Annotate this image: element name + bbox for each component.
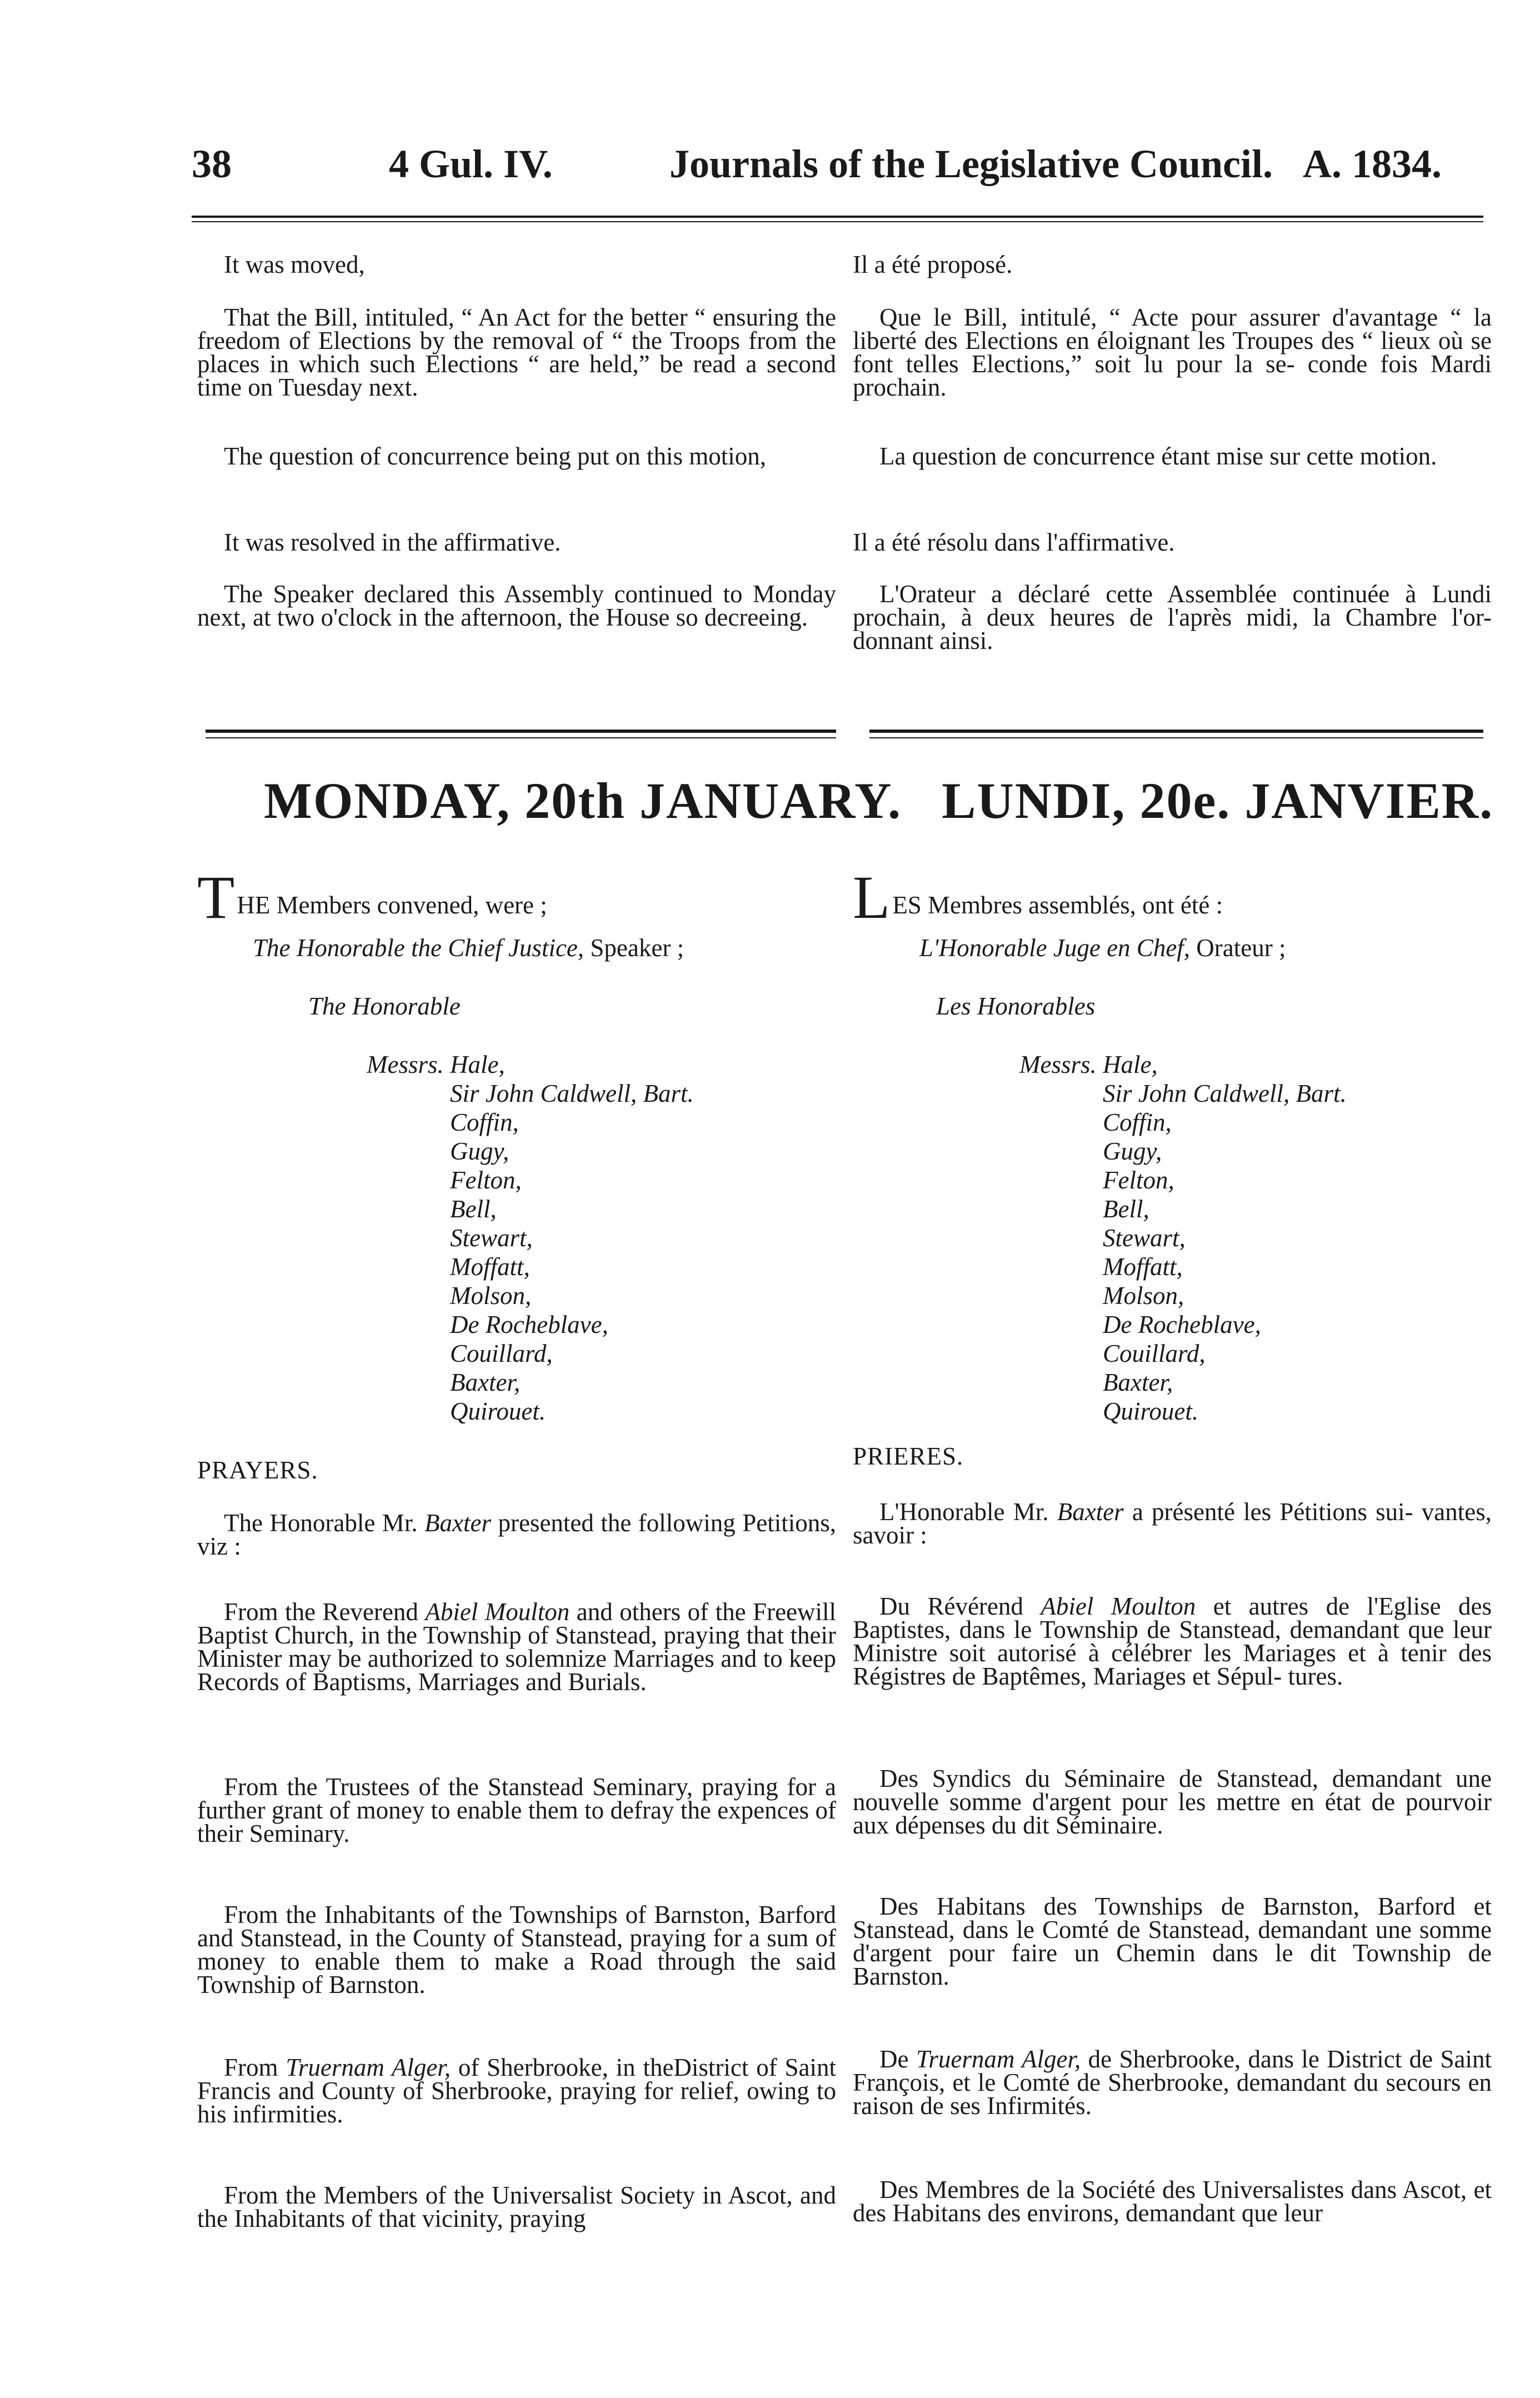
- en-dropcap: T: [197, 863, 235, 931]
- fr-petitions-intro-a: L'Honorable Mr.: [879, 1498, 1049, 1526]
- en-p4-a: From: [224, 2054, 278, 2081]
- en-petitions-intro-b: presented the following Petitions, viz :: [197, 1509, 836, 1560]
- fr-member-row: [1019, 1050, 1347, 1079]
- en-member: Gugy,: [450, 1137, 509, 1165]
- en-p2-text: From the Trustees of the Stanstead Seminary, praying for a further grant of money to enable them to defray the expences of their Seminary.: [197, 1773, 836, 1847]
- en-petition-4: [197, 2056, 836, 2126]
- en-member: Moffatt,: [450, 1253, 530, 1281]
- fr-p1-a: Du Révérend: [879, 1592, 1023, 1620]
- fr-members-intro: [853, 863, 1223, 931]
- fr-member: De Rocheblave,: [1103, 1311, 1261, 1338]
- en-petitions-intro-name: Baxter: [424, 1509, 491, 1537]
- fr-member: Bell,: [1103, 1195, 1149, 1223]
- fr-bill-motion: [853, 303, 1492, 401]
- fr-section-rule: [869, 730, 1483, 733]
- calendar-year: A. 1834.: [1303, 142, 1442, 186]
- fr-member: Felton,: [1103, 1166, 1174, 1194]
- en-member: Sir John Caldwell, Bart.: [450, 1080, 694, 1107]
- fr-day-title: LUNDI, 20e. JANVIER.: [942, 772, 1494, 829]
- fr-question-text: La question de concurrence étant mise sur cette motion.: [879, 442, 1437, 470]
- fr-member: Gugy,: [1103, 1137, 1162, 1165]
- en-moved: It was moved,: [224, 251, 365, 278]
- fr-adjourn: [853, 580, 1492, 655]
- en-resolved: It was resolved in the affirmative.: [224, 528, 561, 556]
- en-members-intro: [197, 863, 547, 931]
- en-intro-text: HE Members convened, were ;: [237, 891, 547, 919]
- fr-p3-text: Des Habitans des Townships de Barnston, Barford et Stanstead, dans le Comté de Stanstead, demandant une somme d'argent pour faire un Chemin dans le dit Township de Barnston.: [853, 1892, 1492, 1990]
- en-petitions-intro: [197, 1511, 836, 1558]
- fr-speaker-title: L'Honorable Juge en Chef,: [919, 934, 1191, 962]
- en-bill-motion: [197, 303, 836, 401]
- fr-petition-5: [853, 2178, 1492, 2225]
- fr-member: Sir John Caldwell, Bart.: [1103, 1080, 1347, 1107]
- en-member: Couillard,: [450, 1340, 553, 1367]
- fr-honorable: Les Honorables: [936, 992, 1096, 1020]
- en-question-text: The question of concurrence being put on this motion,: [224, 442, 767, 470]
- fr-bill-motion-text: Que le Bill, intitulé, “ Acte pour assurer d'avantage “ la liberté des Elections en éloignant les Troupes des “ lieux où se font telles Elections,” soit lu pour la se- conde fois Mardi prochain.: [853, 303, 1492, 401]
- fr-question: [853, 444, 1492, 468]
- en-member: Quirouet.: [450, 1397, 546, 1425]
- fr-p4-name: Truernam Alger,: [916, 2045, 1081, 2073]
- en-p1-b: and others of the Freewill Baptist Church, in the Township of Stanstead, praying that their Minister may be authorized to solemnize Marriages and to keep Records of Baptisms, Marriages and Burials.: [197, 1598, 837, 1696]
- page-number: 38: [192, 142, 232, 186]
- fr-moved: Il a été proposé.: [853, 251, 1013, 278]
- en-petition-3: [197, 1901, 836, 1999]
- en-petitions-intro-a: The Honorable Mr.: [224, 1509, 418, 1537]
- fr-p2-text: Des Syndics du Séminaire de Stanstead, demandant une nouvelle somme d'argent pour les mettre en état de pourvoir aux dépenses du dit Séminaire.: [853, 1765, 1492, 1839]
- en-speaker-title: The Honorable the Chief Justice,: [253, 934, 584, 962]
- fr-speaker-role: Orateur ;: [1196, 934, 1286, 962]
- fr-section-rule-thin: [869, 737, 1483, 738]
- en-honorable: The Honorable: [308, 992, 461, 1020]
- fr-member: Hale,: [1103, 1051, 1158, 1078]
- fr-petition-3: [853, 1892, 1492, 1990]
- fr-petitions-intro: [853, 1500, 1492, 1547]
- fr-p5-text: Des Membres de la Société des Universalistes dans Ascot, et des Habitans des environs, demandant que leur: [853, 2176, 1492, 2227]
- en-adjourn: [197, 582, 836, 629]
- en-question: [197, 444, 836, 468]
- fr-adjourn-text: L'Orateur a déclaré cette Assemblée continuée à Lundi prochain, à deux heures de l'après midi, la Chambre l'or- donnant ainsi.: [853, 580, 1492, 655]
- fr-resolved: Il a été résolu dans l'affirmative.: [853, 528, 1175, 556]
- en-member-row: [367, 1050, 694, 1079]
- en-bill-motion-text: That the Bill, intituled, “ An Act for the better “ ensuring the freedom of Elections by the removal of “ the Troops from the places in which such Elections “ are held,” be read a second time on Tuesday next.: [197, 303, 836, 401]
- en-adjourn-text: The Speaker declared this Assembly continued to Monday next, at two o'clock in the afternoon, the House so decreeing.: [197, 580, 836, 631]
- fr-member: Coffin,: [1103, 1108, 1172, 1136]
- en-member: Stewart,: [450, 1224, 533, 1252]
- fr-p1-name: Abiel Moulton: [1041, 1592, 1196, 1620]
- fr-dropcap: L: [853, 863, 891, 931]
- en-member: De Rocheblave,: [450, 1311, 608, 1338]
- fr-petitions-intro-b: a présenté les Pétitions sui- vantes, savoir :: [853, 1498, 1492, 1549]
- en-p5-text: From the Members of the Universalist Society in Ascot, and the Inhabitants of that vicinity, praying: [197, 2181, 836, 2232]
- en-messrs-label: Messrs.: [367, 1051, 444, 1078]
- fr-p1-b: et autres de l'Eglise des Baptistes, dans le Township de Stanstead, demandant que leur Ministre soit autorisé à célébrer les Mariages et à tenir des Régistres de Baptêmes, Mariages et Sépul- tures.: [853, 1592, 1492, 1690]
- fr-petitions-intro-name: Baxter: [1057, 1498, 1124, 1526]
- fr-petition-4: [853, 2045, 1492, 2120]
- en-petition-1: [197, 1598, 837, 1696]
- regnal-year: 4 Gul. IV.: [389, 142, 553, 186]
- en-petition-2: [197, 1775, 836, 1845]
- en-member: Coffin,: [450, 1108, 519, 1136]
- en-section-rule: [206, 730, 836, 733]
- fr-prayers-heading: PRIERES.: [853, 1442, 964, 1470]
- fr-member: Stewart,: [1103, 1224, 1186, 1252]
- fr-intro-text: ES Membres assemblés, ont été :: [892, 891, 1223, 919]
- en-member: Baxter,: [450, 1368, 521, 1396]
- fr-speaker-line: [919, 936, 1286, 960]
- en-p3-text: From the Inhabitants of the Townships of Barnston, Barford and Stanstead, in the County of Stanstead, praying for a sum of money to enable them to make a Road through the said Township of Barnston.: [197, 1901, 836, 1999]
- en-prayers-heading: PRAYERS.: [197, 1456, 318, 1484]
- fr-member: Moffatt,: [1103, 1253, 1183, 1281]
- fr-member: Baxter,: [1103, 1368, 1173, 1396]
- english-column: [197, 0, 902, 2398]
- en-p4-b: of Sherbrooke, in theDistrict of Saint Francis and County of Sherbrooke, praying for relief, owing to his infirmities.: [197, 2054, 836, 2128]
- en-speaker-line: [253, 936, 684, 960]
- en-p1-a: From the Reverend: [224, 1598, 418, 1626]
- en-petition-5: [197, 2181, 836, 2232]
- en-member: Molson,: [450, 1282, 532, 1310]
- en-member-list: [367, 1050, 694, 1426]
- fr-messrs-label: Messrs.: [1019, 1051, 1097, 1078]
- en-member: Felton,: [450, 1166, 522, 1194]
- en-p4-name: Truernam Alger,: [286, 2054, 451, 2081]
- fr-member-list: [1019, 1050, 1347, 1426]
- journal-title: Journals of the Legislative Council.: [669, 142, 1273, 186]
- fr-member: Molson,: [1103, 1282, 1184, 1310]
- fr-petition-1: [853, 1592, 1492, 1690]
- fr-member: Quirouet.: [1103, 1397, 1199, 1425]
- en-speaker-role: Speaker ;: [590, 934, 684, 962]
- fr-petition-2: [853, 1767, 1492, 1837]
- en-day-title: MONDAY, 20th JANUARY.: [264, 772, 902, 829]
- en-member: Bell,: [450, 1195, 497, 1223]
- en-section-rule-thin: [206, 737, 836, 738]
- fr-member: Couillard,: [1103, 1340, 1206, 1367]
- en-member: Hale,: [450, 1051, 505, 1078]
- en-p1-name: Abiel Moulton: [425, 1598, 570, 1626]
- french-column: [853, 0, 1492, 2398]
- fr-p4-a: De: [879, 2045, 909, 2073]
- fr-p4-b: de Sherbrooke, dans le District de Saint François, et le Comté de Sherbrooke, demandant du secours en raison de ses Infirmités.: [853, 2045, 1492, 2120]
